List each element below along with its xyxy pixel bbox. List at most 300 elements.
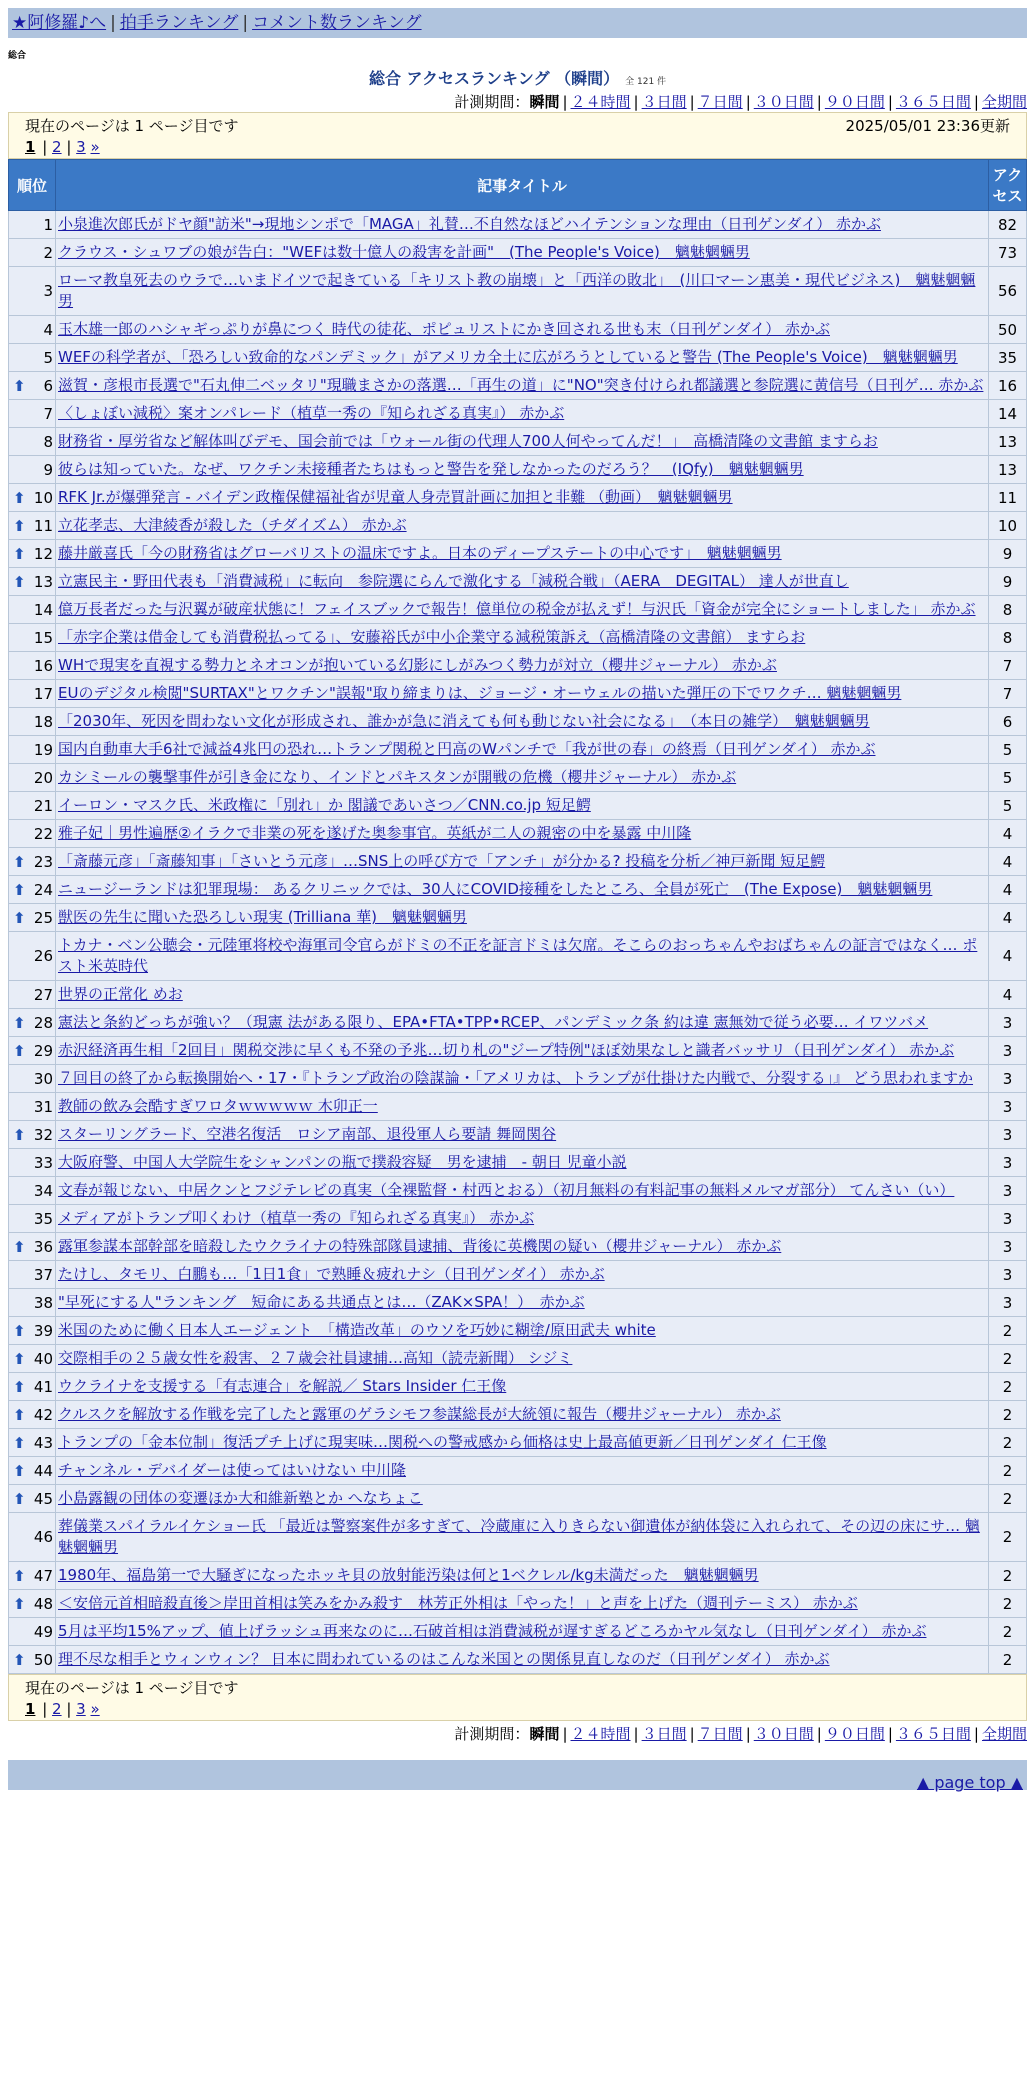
title-cell [56,1177,989,1205]
article-link[interactable]: 立憲民主・野田代表も「消費減税」に転向 参院選にらんで激化する「減税合戦」（AERA DEGITAL） 達人が世直し [58,572,849,590]
title-cell [56,1121,989,1149]
rank-number: 19 [33,740,53,759]
rank-cell [9,1149,56,1177]
title-cell [56,540,989,568]
table-row [9,1037,1027,1065]
table-row [9,1205,1027,1233]
table-row [9,1457,1027,1485]
table-row [9,764,1027,792]
table-row [9,428,1027,456]
pagination-bottom: 1 | 2 | 3 » [25,1700,100,1718]
article-link[interactable]: 「赤字企業は借金しても消費税払ってる」、安藤裕氏が中小企業守る減税策訴え（高橋清隆の文書館） ますらお [58,628,806,646]
rank-cell [9,400,56,428]
up-arrow-icon: ⬆ [13,1377,26,1396]
article-link[interactable]: カシミールの襲撃事件が引き金になり、インドとパキスタンが開戦の危機（櫻井ジャーナル） 赤かぶ [58,768,737,786]
rank-number: 27 [33,985,53,1004]
rank-number: 42 [33,1405,53,1424]
clap-ranking-link[interactable]: 拍手ランキング [119,13,239,33]
up-arrow-icon: ⬆ [13,1433,26,1452]
article-link[interactable]: ウクライナを支援する「有志連合」を解説／ Stars Insider 仁王像 [58,1377,507,1395]
rank-number: 35 [33,1209,53,1228]
rank-cell [9,1562,56,1590]
title-cell [56,484,989,512]
rank-number: 36 [33,1237,53,1256]
rank-cell [9,764,56,792]
title-cell [56,316,989,344]
period-label: 計測期間： [454,93,530,111]
period-link[interactable]: ３日間 [641,93,687,111]
rank-number: 40 [33,1349,53,1368]
table-row [9,1289,1027,1317]
up-arrow-icon: ⬆ [13,1650,26,1669]
article-link[interactable]: ニュージーランドは犯罪現場： あるクリニックでは、30人にCOVID接種をしたところ、全員が死亡 (The Expose) 魑魅魍魎男 [58,880,933,898]
rank-cell [9,540,56,568]
article-link[interactable]: 立花孝志、大津綾香が殺した（チダイズム） 赤かぶ [58,516,407,534]
page-link[interactable]: » [90,1700,100,1718]
rank-number: 22 [33,824,53,843]
access-count: 3 [989,1261,1027,1289]
table-row [9,1177,1027,1205]
table-row [9,1345,1027,1373]
pagination-top: 1 | 2 | 3 » [25,138,100,156]
rank-cell [9,1289,56,1317]
article-link[interactable]: 藤井厳喜氏「今の財務省はグローバリストの温床ですよ。日本のディープステートの中心です」 魑魅魍魎男 [58,544,782,562]
article-link[interactable]: WEFの科学者が、「恐ろしい致命的なパンデミック」がアメリカ全土に広がろうとしていると警告 (The People's Voice) 魑魅魍魎男 [58,348,958,366]
rank-cell [9,1373,56,1401]
table-row [9,904,1027,932]
period-link[interactable]: ９０日間 [824,1725,885,1743]
title-cell [56,1401,989,1429]
rank-number: 37 [33,1265,53,1284]
article-link[interactable]: 小泉進次郎氏がドヤ顔"訪米"→現地シンポで「MAGA」礼賛…不自然なほどハイテンションな理由（日刊ゲンダイ） 赤かぶ [58,215,881,233]
access-count: 11 [989,484,1027,512]
access-count: 3 [989,1205,1027,1233]
access-count: 56 [989,267,1027,316]
article-link[interactable]: 理不尽な相手とウィンウィン？ 日本に問われているのはこんな米国との関係見直しなのだ（日刊ゲンダイ） 赤かぶ [58,1650,830,1668]
rank-number: 9 [43,460,53,479]
rank-cell [9,932,56,981]
title-cell [56,1289,989,1317]
title-cell [56,1590,989,1618]
up-arrow-icon: ⬆ [13,852,26,871]
period-link[interactable]: ３日間 [641,1725,687,1743]
article-link[interactable]: 獣医の先生に聞いた恐ろしい現実 (Trilliana 華) 魑魅魍魎男 [58,908,467,926]
rank-cell [9,568,56,596]
title-text: 総合 アクセスランキング （瞬間） [368,69,620,88]
access-count: 3 [989,1009,1027,1037]
table-row [9,708,1027,736]
table-row [9,1261,1027,1289]
page-status-bottom: 現在のページは 1 ページ目です [25,1679,239,1697]
table-row [9,568,1027,596]
rank-cell [9,1646,56,1674]
title-cell [56,764,989,792]
up-arrow-icon: ⬆ [13,880,26,899]
page-top-link[interactable]: ▲ page top ▲ [916,1773,1023,1792]
access-count: 9 [989,540,1027,568]
rank-cell [9,1177,56,1205]
updated-time: 2025/05/01 23:36更新 [845,117,1010,135]
period-current: 瞬間 [529,93,560,111]
up-arrow-icon: ⬆ [13,1594,26,1613]
home-link[interactable]: ★阿修羅♪へ [12,13,107,33]
article-link[interactable]: トカナ・ベン公聴会・元陸軍将校や海軍司令官らがドミの不正を証言ドミは欠席。そこらのおっちゃんやおばちゃんの証言ではなく… ポスト米英時代 [58,936,978,975]
rank-cell [9,680,56,708]
rank-cell [9,792,56,820]
access-count: 5 [989,792,1027,820]
access-count: 50 [989,316,1027,344]
article-link[interactable]: 滋賀・彦根市長選で"石丸伸二ベッタリ"現職まさかの落選…「再生の道」に"NO"突き付けられ都議選と参院選に黄信号（日刊ゲ… 赤かぶ [58,376,984,394]
title-cell [56,1513,989,1562]
table-row [9,400,1027,428]
rank-cell [9,1457,56,1485]
rank-number: 16 [33,656,53,675]
page-link[interactable]: 2 [52,138,62,156]
ranking-title [8,66,1027,89]
access-count: 3 [989,1149,1027,1177]
rank-cell [9,820,56,848]
rank-number: 33 [33,1153,53,1172]
access-count: 9 [989,568,1027,596]
table-row [9,1065,1027,1093]
title-cell [56,1562,989,1590]
rank-number: 48 [33,1594,53,1613]
page-link[interactable]: » [90,138,100,156]
rank-number: 30 [33,1069,53,1088]
table-row [9,1317,1027,1345]
rank-number: 23 [33,852,53,871]
table-row [9,1401,1027,1429]
up-arrow-icon: ⬆ [13,1041,26,1060]
article-link[interactable]: メディアがトランプ叩くわけ（植草一秀の『知られざる真実』） 赤かぶ [58,1209,535,1227]
rank-number: 38 [33,1293,53,1312]
article-link[interactable]: 億万長者だった与沢翼が破産状態に！フェイスブックで報告！億単位の税金が払えず！与沢氏「資金が完全にショートしました」 赤かぶ [58,600,976,618]
up-arrow-icon: ⬆ [13,1321,26,1340]
table-row [9,1149,1027,1177]
rank-number: 39 [33,1321,53,1340]
up-arrow-icon: ⬆ [13,1405,26,1424]
title-cell [56,267,989,316]
title-cell [56,708,989,736]
rank-cell [9,1590,56,1618]
article-link[interactable]: 大阪府警、中国人大学院生をシャンパンの瓶で撲殺容疑 男を逮捕 - 朝日 児童小説 [58,1153,627,1171]
page-link[interactable]: 2 [52,1700,62,1718]
rank-number: 15 [33,628,53,647]
page-info-top [8,112,1027,159]
title-cell [56,1345,989,1373]
table-row [9,512,1027,540]
title-cell [56,1618,989,1646]
article-link[interactable]: 彼らは知っていた。なぜ、ワクチン未接種者たちはもっと警告を発しなかったのだろう？ (IQfy) 魑魅魍魎男 [58,460,804,478]
access-count: 2 [989,1646,1027,1674]
article-link[interactable]: スターリングラード、空港名復活 ロシア南部、退役軍人ら要請 舞岡関谷 [58,1125,557,1143]
rank-number: 31 [33,1097,53,1116]
article-link[interactable]: たけし、タモリ、白鵬も…「1日1食」で熟睡＆疲れナシ（日刊ゲンダイ） 赤かぶ [58,1265,605,1283]
article-link[interactable]: EUのデジタル検閲"SURTAX"とワクチン"誤報"取り締まりは、ジョージ・オーウェルの描いた弾圧の下でワクチ… 魑魅魍魎男 [58,684,902,702]
access-count: 4 [989,820,1027,848]
rank-number: 26 [33,947,53,965]
rank-header: 順位 [9,160,56,211]
access-count: 4 [989,932,1027,981]
rank-number: 29 [33,1041,53,1060]
rank-number: 13 [33,572,53,591]
access-count: 2 [989,1429,1027,1457]
article-link[interactable]: 世界の正常化 めお [58,985,183,1003]
period-selector-bottom: 計測期間：瞬間 | ２４時間 | ３日間 | ７日間 | ３０日間 | ９０日間 | ３６５日間 | 全期間 [454,1725,1027,1743]
rank-number: 47 [33,1566,53,1585]
article-link[interactable]: チャンネル・デバイダーは使ってはいけない 中川隆 [58,1461,406,1479]
access-count: 2 [989,1317,1027,1345]
rank-cell [9,1401,56,1429]
rank-number: 45 [33,1489,53,1508]
rank-cell [9,624,56,652]
period-link[interactable]: 全期間 [981,93,1027,111]
access-count: 8 [989,624,1027,652]
table-row [9,820,1027,848]
table-row [9,344,1027,372]
period-link[interactable]: ９０日間 [824,93,885,111]
table-row [9,1233,1027,1261]
rank-number: 10 [33,488,53,507]
title-cell [56,1149,989,1177]
title-cell [56,1065,989,1093]
rank-number: 6 [43,376,53,395]
rank-cell [9,1261,56,1289]
table-row [9,876,1027,904]
article-link[interactable]: イーロン・マスク氏、米政権に「別れ」か 閣議であいさつ／CNN.co.jp 短足鰐 [58,796,591,814]
article-link[interactable]: 教師の飲み会酷すぎワロタｗｗｗｗｗ 木卯正一 [58,1097,378,1115]
rank-cell [9,652,56,680]
rank-cell [9,981,56,1009]
article-link[interactable]: 財務省・厚労省など解体叫びデモ、国会前では「ウォール街の代理人700人何やってんだ！」 高橋清隆の文書館 ますらお [58,432,878,450]
table-row [9,1373,1027,1401]
article-link[interactable]: 〈しょぼい減税〉案オンパレード（植草一秀の『知られざる真実』） 赤かぶ [58,404,565,422]
period-link[interactable]: ２４時間 [570,93,631,111]
article-link[interactable]: トランプの「金本位制」復活プチ上げに現実味…関税への警戒感から価格は史上最高値更新／日刊ゲンダイ 仁王像 [58,1433,827,1451]
access-count: 2 [989,1345,1027,1373]
article-link[interactable]: 「2030年、死因を問わない文化が形成され、誰かが急に消えても何も動じない社会になる」 （本日の雑学） 魑魅魍魎男 [58,712,870,730]
table-row [9,1009,1027,1037]
access-count: 13 [989,428,1027,456]
access-count: 3 [989,1093,1027,1121]
rank-number: 24 [33,880,53,899]
comment-ranking-link[interactable]: コメント数ランキング [252,13,422,33]
table-row [9,1093,1027,1121]
access-count: 3 [989,1121,1027,1149]
rank-number: 18 [33,712,53,731]
up-arrow-icon: ⬆ [13,376,26,395]
rank-cell [9,1065,56,1093]
title-cell [56,981,989,1009]
period-link[interactable]: ３６５日間 [895,1725,971,1743]
article-link[interactable]: 憲法と条約どっちが強い？（現憲 法がある限り、EPA•FTA•TPP•RCEP、パンデミック条 約は違 憲無効で従う必要… イワツバメ [58,1013,929,1031]
up-arrow-icon: ⬆ [13,1125,26,1144]
title-cell [56,211,989,239]
article-link[interactable]: RFK Jr.が爆弾発言 - バイデン政権保健福祉省が児童人身売買計画に加担と非難 （動画） 魑魅魍魎男 [58,488,733,506]
top-nav: ★阿修羅♪へ | 拍手ランキング | コメント数ランキング [8,8,1027,38]
page-link[interactable]: 3 [76,1700,86,1718]
access-count: 2 [989,1401,1027,1429]
article-link[interactable]: "早死にする人"ランキング 短命にある共通点とは…（ZAK×SPA！） 赤かぶ [58,1293,585,1311]
title-cell [56,876,989,904]
title-cell [56,1485,989,1513]
title-cell [56,1093,989,1121]
access-count: 3 [989,1233,1027,1261]
article-link[interactable]: 「斎藤元彦」「斎藤知事」「さいとう元彦」…SNS上の呼び方で「アンチ」が分かる? 投稿を分析／神戸新聞 短足鰐 [58,852,826,870]
up-arrow-icon: ⬆ [13,1461,26,1480]
period-link[interactable]: ７日間 [697,93,743,111]
title-cell [56,400,989,428]
page-info-bottom [8,1674,1027,1721]
rank-cell [9,1429,56,1457]
rank-number: 20 [33,768,53,787]
rank-number: 2 [43,243,53,262]
article-link[interactable]: クルスクを解放する作戦を完了したと露軍のゲラシモフ参謀総長が大統領に報告（櫻井ジャーナル） 赤かぶ [58,1405,781,1423]
item-count: 全 121 件 [625,77,667,87]
rank-number: 43 [33,1433,53,1452]
article-link[interactable]: ７回目の終了から転換開始へ・17・『トランプ政治の陰謀論・「アメリカは、トランプが仕掛けた内戦で、分裂する」』 どう思われますか [58,1069,974,1087]
rank-cell [9,267,56,316]
period-label: 計測期間： [454,1725,530,1743]
article-link[interactable]: 雅子妃｜男性遍歴②イラクで非業の死を遂げた奥参事官。英紙が二人の親密の中を暴露 中川隆 [58,824,692,842]
title-header: 記事タイトル [56,160,989,211]
period-link[interactable]: 全期間 [981,1725,1027,1743]
rank-number: 8 [43,432,53,451]
rank-number: 5 [43,348,53,367]
rank-cell [9,344,56,372]
article-link[interactable]: 玉木雄一郎のハシャギっぷりが鼻につく 時代の徒花、ポピュリストにかき回される世も末（日刊ゲンダイ） 赤かぶ [58,320,830,338]
title-cell [56,904,989,932]
up-arrow-icon: ⬆ [13,1013,26,1032]
table-row [9,981,1027,1009]
article-link[interactable]: 葬儀業スパイラルイケショー氏 「最近は警察案件が多すぎて、冷蔵庫に入りきらない御遺体が納体袋に入れられて、その辺の床にサ… 魑魅魍魎男 [58,1517,980,1556]
access-count: 3 [989,1037,1027,1065]
access-count: 2 [989,1618,1027,1646]
access-count: 2 [989,1590,1027,1618]
table-row [9,372,1027,400]
access-count: 2 [989,1373,1027,1401]
rank-cell [9,456,56,484]
rank-cell [9,316,56,344]
up-arrow-icon: ⬆ [13,1489,26,1508]
table-row [9,1121,1027,1149]
rank-cell [9,512,56,540]
access-count: 2 [989,1457,1027,1485]
access-count: 73 [989,239,1027,267]
table-row [9,1485,1027,1513]
period-link[interactable]: ３０日間 [753,1725,814,1743]
title-cell [56,624,989,652]
article-link[interactable]: ローマ教皇死去のウラで…いまドイツで起きている「キリスト教の崩壊」と「西洋の敗北」 (川口マーン惠美・現代ビジネス) 魑魅魍魎男 [58,271,976,310]
access-count: 3 [989,1289,1027,1317]
ranking-table [8,159,1027,1674]
rank-cell [9,736,56,764]
table-row [9,239,1027,267]
table-row [9,316,1027,344]
article-link[interactable]: 5月は平均15%アップ、値上げラッシュ再来なのに…石破首相は消費減税が遅すぎるどころかヤル気なし（日刊ゲンダイ） 赤かぶ [58,1622,927,1640]
page-status: 現在のページは 1 ページ目です [25,117,239,135]
article-link[interactable]: クラウス・シュワブの娘が告白："WEFは数十億人の殺害を計画" (The People's Voice) 魑魅魍魎男 [58,243,750,261]
rank-number: 1 [43,215,53,234]
table-row [9,1429,1027,1457]
period-link[interactable]: ３０日間 [753,93,814,111]
rank-cell [9,372,56,400]
table-row [9,680,1027,708]
article-link[interactable]: 文春が報じない、中居クンとフジテレビの真実（全裸監督・村西とおる）（初月無料の有料記事の無料メルマガ部分） てんさい（い） [58,1181,955,1199]
article-link[interactable]: 小島露観の団体の変遷ほか大和維新塾とか へなちょこ [58,1489,423,1507]
rank-number: 14 [33,600,53,619]
title-cell [56,239,989,267]
access-count: 16 [989,372,1027,400]
rank-cell [9,848,56,876]
page-link[interactable]: 3 [76,138,86,156]
access-count: 35 [989,344,1027,372]
title-cell [56,932,989,981]
up-arrow-icon: ⬆ [13,544,26,563]
access-count: 10 [989,512,1027,540]
access-count: 3 [989,1177,1027,1205]
article-link[interactable]: 国内自動車大手6社で減益4兆円の恐れ…トランプ関税と円高のWパンチで「我が世の春」の終焉（日刊ゲンダイ） 赤かぶ [58,740,876,758]
up-arrow-icon: ⬆ [13,516,26,535]
table-row [9,1618,1027,1646]
rank-cell [9,904,56,932]
table-row [9,211,1027,239]
period-link[interactable]: ３６５日間 [895,93,971,111]
rank-number: 50 [33,1650,53,1669]
rank-number: 49 [33,1622,53,1641]
period-link[interactable]: ２４時間 [570,1725,631,1743]
access-count: 2 [989,1485,1027,1513]
table-row [9,484,1027,512]
access-count: 2 [989,1513,1027,1562]
rank-cell [9,1317,56,1345]
access-count: 6 [989,708,1027,736]
table-row [9,736,1027,764]
article-link[interactable]: WHで現実を直視する勢力とネオコンが抱いている幻影にしがみつく勢力が対立（櫻井ジャーナル） 赤かぶ [58,656,777,674]
title-cell [56,1205,989,1233]
rank-cell [9,1037,56,1065]
rank-number: 3 [43,282,53,300]
period-link[interactable]: ７日間 [697,1725,743,1743]
article-link[interactable]: 交際相手の２５歳女性を殺害、２７歳会社員逮捕…高知（読売新聞） シジミ [58,1349,573,1367]
table-row [9,624,1027,652]
title-cell [56,820,989,848]
rank-cell [9,239,56,267]
access-count: 4 [989,876,1027,904]
title-cell [56,1317,989,1345]
title-cell [56,512,989,540]
article-link[interactable]: ＜安倍元首相暗殺直後＞岸田首相は笑みをかみ殺す 林芳正外相は「やった！」と声を上げた（週刊テーミス） 赤かぶ [58,1594,858,1612]
rank-number: 28 [33,1013,53,1032]
access-count: 5 [989,736,1027,764]
rank-number: 21 [33,796,53,815]
table-row [9,792,1027,820]
title-cell [56,1373,989,1401]
article-link[interactable]: 米国のために働く日本人エージェント 「構造改革」のウソを巧妙に糊塗/原田武夫 white [58,1321,656,1339]
access-count: 4 [989,981,1027,1009]
rank-cell [9,1121,56,1149]
article-link[interactable]: 1980年、福島第一で大騒ぎになったホッキ貝の放射能汚染は何と1ベクレル/kg未満だった 魑魅魍魎男 [58,1566,759,1584]
rank-number: 11 [33,516,53,535]
table-row [9,267,1027,316]
rank-cell [9,708,56,736]
rank-cell [9,1233,56,1261]
table-row [9,1590,1027,1618]
article-link[interactable]: 露軍参謀本部幹部を暗殺したウクライナの特殊部隊員逮捕、背後に英機関の疑い（櫻井ジャーナル） 赤かぶ [58,1237,782,1255]
category-tag: 総合 [8,51,27,61]
article-link[interactable]: 赤沢経済再生相「2回目」関税交渉に早くも不発の予兆…切り札の"ジープ特例"ほぼ効果なしと識者バッサリ（日刊ゲンダイ） 赤かぶ [58,1041,955,1059]
access-count: 8 [989,596,1027,624]
